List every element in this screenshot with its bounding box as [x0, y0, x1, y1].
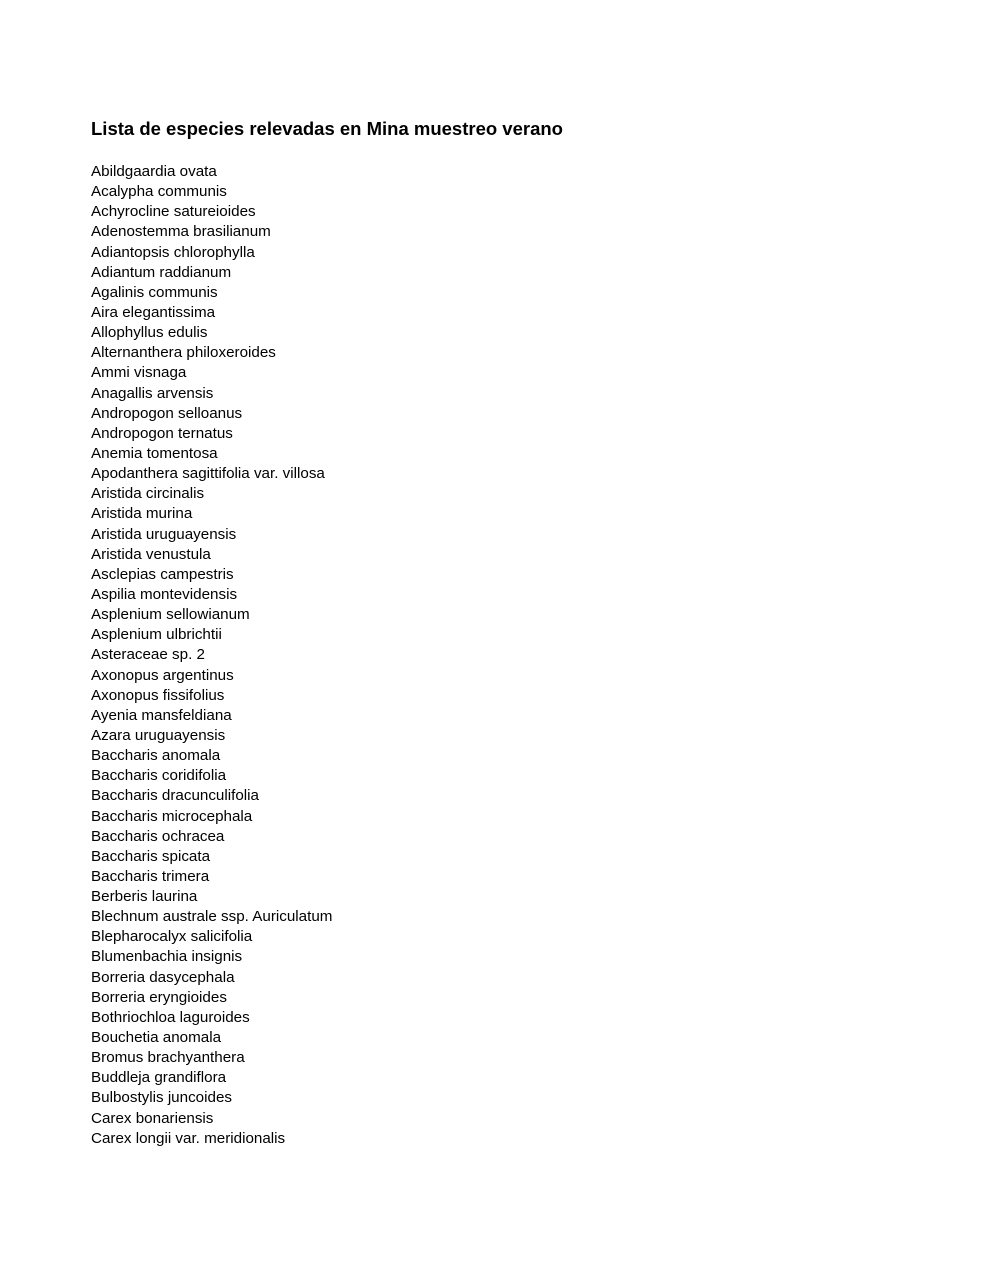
species-item: Ammi visnaga — [91, 364, 187, 382]
species-item: Apodanthera sagittifolia var. villosa — [91, 465, 325, 483]
species-item: Asplenium sellowianum — [91, 606, 250, 624]
species-item: Azara uruguayensis — [91, 726, 226, 744]
species-item: Bothriochloa laguroides — [91, 1008, 250, 1026]
species-item: Bromus brachyanthera — [91, 1049, 245, 1067]
species-item: Berberis laurina — [91, 888, 198, 906]
species-item: Anemia tomentosa — [91, 444, 218, 462]
species-item: Borreria eryngioides — [91, 988, 227, 1006]
species-item: Aristida murina — [91, 505, 193, 523]
species-item: Aristida venustula — [91, 545, 211, 563]
species-item: Blechnum australe ssp. Auriculatum — [91, 908, 333, 926]
species-item: Carex longii var. meridionalis — [91, 1129, 286, 1147]
species-item: Aspilia montevidensis — [91, 585, 238, 603]
species-item: Bouchetia anomala — [91, 1029, 222, 1047]
species-item: Asplenium ulbrichtii — [91, 626, 222, 644]
species-item: Adiantopsis chlorophylla — [91, 243, 255, 261]
species-item: Asteraceae sp. 2 — [91, 646, 205, 664]
species-item: Baccharis spicata — [91, 847, 211, 865]
species-item: Abildgaardia ovata — [91, 163, 217, 180]
species-item: Andropogon selloanus — [91, 404, 243, 422]
species-item: Baccharis trimera — [91, 867, 210, 885]
species-item: Adiantum raddianum — [91, 263, 232, 281]
species-item: Baccharis dracunculifolia — [91, 787, 259, 805]
species-item: Blepharocalyx salicifolia — [91, 928, 253, 946]
species-item: Axonopus argentinus — [91, 666, 234, 684]
species-item: Carex bonariensis — [91, 1109, 214, 1127]
species-item: Agalinis communis — [91, 283, 218, 301]
species-item: Aristida circinalis — [91, 485, 205, 503]
species-item: Achyrocline satureioides — [91, 203, 256, 221]
species-item: Allophyllus edulis — [91, 324, 208, 342]
species-item: Blumenbachia insignis — [91, 948, 243, 966]
species-item: Ayenia mansfeldiana — [91, 706, 232, 724]
species-item: Adenostemma brasilianum — [91, 223, 271, 241]
species-item: Axonopus fissifolius — [91, 686, 225, 704]
species-item: Aira elegantissima — [91, 303, 216, 321]
species-item: Buddleja grandiflora — [91, 1069, 227, 1087]
species-item: Borreria dasycephala — [91, 968, 235, 986]
species-item: Anagallis arvensis — [91, 384, 214, 402]
species-item: Bulbostylis juncoides — [91, 1089, 232, 1107]
species-item: Baccharis coridifolia — [91, 767, 227, 785]
species-item: Acalypha communis — [91, 183, 227, 201]
species-item: Baccharis ochracea — [91, 827, 225, 845]
page-title: Lista de especies relevadas en Mina muestreo verano — [91, 118, 563, 139]
species-item: Baccharis anomala — [91, 747, 221, 765]
species-list — [91, 162, 332, 1149]
species-item: Baccharis microcephala — [91, 807, 253, 825]
species-item: Asclepias campestris — [91, 565, 234, 583]
species-item: Aristida uruguayensis — [91, 525, 237, 543]
species-item: Andropogon ternatus — [91, 424, 233, 442]
species-item: Alternanthera philoxeroides — [91, 344, 276, 362]
